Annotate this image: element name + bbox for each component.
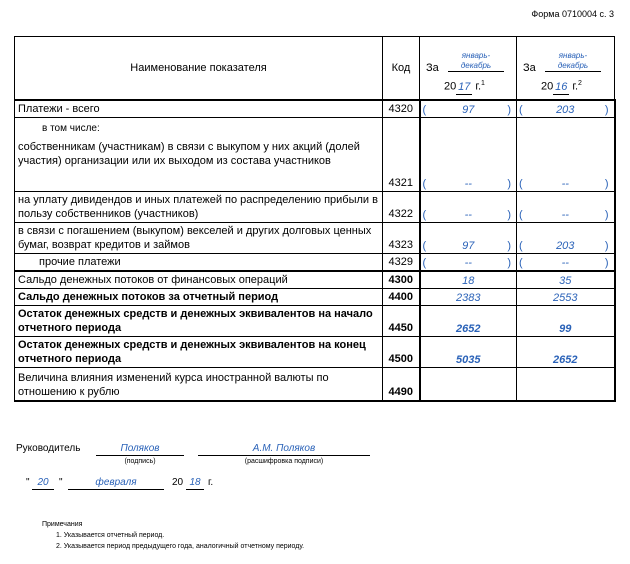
row-value-current: 5035 xyxy=(420,337,517,368)
row-name: Остаток денежных средств и денежных эквивалентов на начало отчетного периода xyxy=(15,306,383,337)
row-value-current: ( -- ) xyxy=(420,192,517,223)
row-code: 4450 xyxy=(383,306,420,337)
row-value-current: 18 xyxy=(420,271,517,289)
header-code: Код xyxy=(383,37,420,101)
notes xyxy=(42,519,304,552)
quote-open: " xyxy=(26,477,30,488)
header-period-word: январь-декабрь xyxy=(545,51,601,72)
date-month: февраля xyxy=(68,476,164,490)
row-code: 4400 xyxy=(383,289,420,306)
header-period-word: январь-декабрь xyxy=(448,51,504,72)
header-year: 20 16 г.$^2$ xyxy=(541,80,582,93)
row-value-current: ( -- ) xyxy=(420,118,517,192)
row-code: 4321 xyxy=(383,118,420,192)
row-name: Остаток денежных средств и денежных эквивалентов на конец отчетного периода xyxy=(15,337,383,368)
row-value-previous: 2652 xyxy=(517,337,615,368)
header-za: За xyxy=(523,62,536,74)
row-code: 4300 xyxy=(383,271,420,289)
date-year-prefix: 20 xyxy=(172,477,184,488)
note-item: 2. Указывается период предыдущего года, аналогичный отчетному периоду. xyxy=(56,543,305,550)
date-day: 20 xyxy=(32,476,54,490)
signature-caption: (подпись) xyxy=(124,458,156,465)
row-code: 4329 xyxy=(383,254,420,272)
row-code: 4322 xyxy=(383,192,420,223)
form-number: Форма 0710004 с. 3 xyxy=(531,9,614,19)
row-value-previous: ( 203 ) xyxy=(517,223,615,254)
head-label: Руководитель xyxy=(16,443,81,454)
row-name: Сальдо денежных потоков от финансовых операций xyxy=(15,271,383,289)
row-value-previous: 2553 xyxy=(517,289,615,306)
row-value-previous: 99 xyxy=(517,306,615,337)
row-name: прочие платежи xyxy=(15,254,383,272)
note-item: 1. Указывается отчетный период. xyxy=(56,532,165,539)
row-value-previous: ( -- ) xyxy=(517,118,615,192)
row-value-current: 2652 xyxy=(420,306,517,337)
row-name: Платежи - всего xyxy=(15,100,383,118)
row-value-current: 2383 xyxy=(420,289,517,306)
signature-field: Поляков xyxy=(96,442,184,456)
header-name: Наименование показателя xyxy=(15,37,383,101)
header-za: За xyxy=(426,62,439,74)
date-year-suffix: г. xyxy=(208,477,214,488)
row-name: Величина влияния изменений курса иностранной валюты по отношению к рублю xyxy=(15,368,383,402)
row-value-current: ( 97 ) xyxy=(420,223,517,254)
row-value-previous: 35 xyxy=(517,271,615,289)
row-value-previous: ( -- ) xyxy=(517,254,615,272)
quote-close: " xyxy=(59,477,63,488)
row-code: 4323 xyxy=(383,223,420,254)
row-value-previous: ( -- ) xyxy=(517,192,615,223)
row-code: 4500 xyxy=(383,337,420,368)
row-code: 4490 xyxy=(383,368,420,402)
row-name: в связи с погашением (выкупом) векселей и других долговых ценных бумаг, возврат кредитов и займов xyxy=(15,223,383,254)
row-name: в том числе: собственникам (участникам) в связи с выкупом у них акций (долей участия) организации или их выходом из состава участников xyxy=(15,118,383,192)
row-value-current: ( -- ) xyxy=(420,254,517,272)
date-year: 18 xyxy=(186,476,204,490)
row-value-current: ( 97 ) xyxy=(420,100,517,118)
name-field: А.М. Поляков xyxy=(198,442,370,456)
row-name: на уплату дивидендов и иных платежей по распределению прибыли в пользу собственников (участников) xyxy=(15,192,383,223)
name-caption: (расшифровка подписи) xyxy=(244,458,324,465)
row-code: 4320 xyxy=(383,100,420,118)
row-name: Сальдо денежных потоков за отчетный период xyxy=(15,289,383,306)
header-year: 20 17 г.$^1$ xyxy=(444,80,485,93)
row-value-previous: ( 203 ) xyxy=(517,100,615,118)
notes-title: Примечания xyxy=(42,521,83,528)
